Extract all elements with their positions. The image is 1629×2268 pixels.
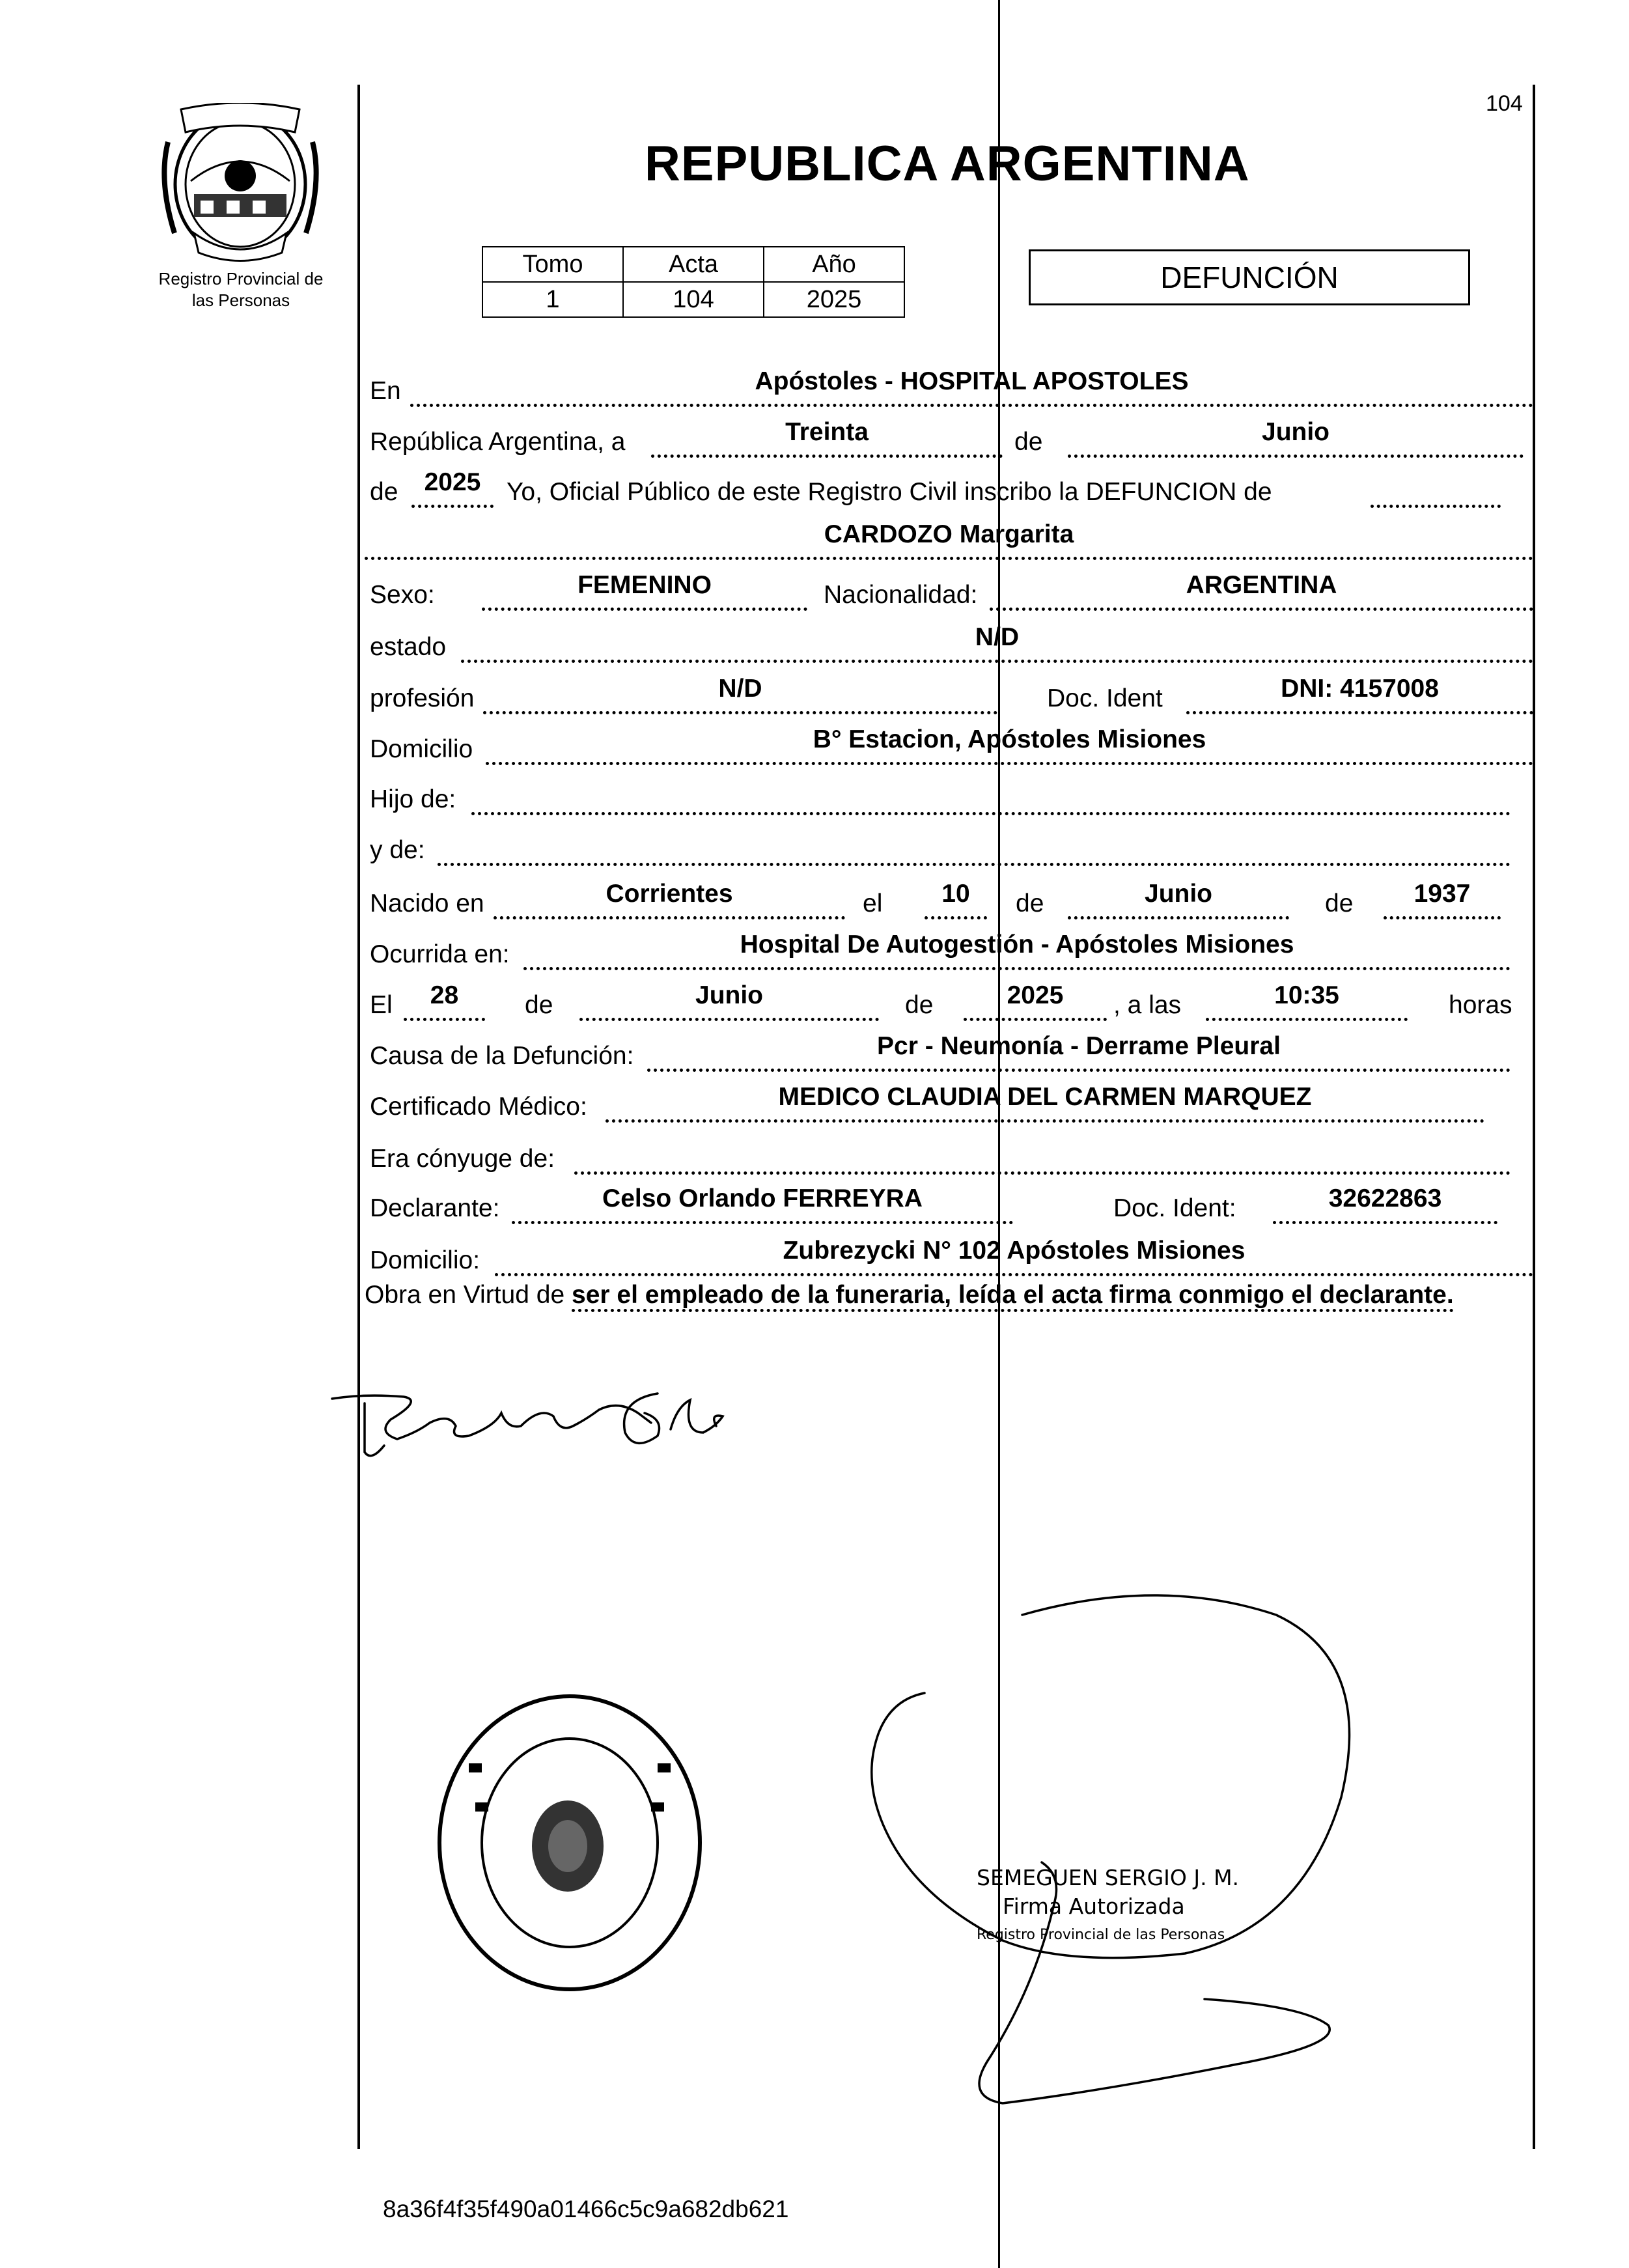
field-hijo-de	[471, 779, 1511, 815]
field-estado	[461, 623, 1533, 663]
page-number: 104	[1486, 91, 1523, 116]
field-nacido-en	[494, 880, 845, 919]
value-sexo: FEMENINO	[578, 571, 712, 599]
label-de-def-mes: de	[525, 991, 553, 1019]
field-doc-ident	[1186, 675, 1533, 714]
page-title: REPUBLICA ARGENTINA	[645, 136, 1250, 191]
row-sexo	[365, 572, 1533, 613]
value-nac-mes: Junio	[1145, 880, 1212, 908]
label-nacionalidad: Nacionalidad:	[824, 581, 978, 609]
value-profesion: N/D	[718, 675, 762, 703]
row-nacido	[365, 880, 1533, 922]
row-certificado	[365, 1084, 1484, 1125]
field-nacionalidad	[990, 571, 1533, 611]
field-nac-anio	[1384, 880, 1501, 919]
signer-role: Firma Autorizada	[1003, 1894, 1185, 1919]
label-de-nac-mes: de	[1016, 889, 1044, 917]
value-causa: Pcr - Neumonía - Derrame Pleural	[877, 1032, 1281, 1060]
row-causa	[365, 1033, 1511, 1074]
label-ocurrida-en: Ocurrida en:	[370, 940, 510, 968]
field-en	[410, 367, 1533, 407]
value-nacionalidad: ARGENTINA	[1186, 571, 1337, 599]
label-de-anio: de	[370, 478, 398, 506]
table-header-acta: Acta	[623, 247, 764, 282]
field-nac-dia	[925, 880, 987, 919]
row-domicilio	[365, 726, 1533, 768]
field-doc-ident-2	[1273, 1184, 1497, 1224]
value-doc-ident-2: 32622863	[1328, 1184, 1442, 1212]
tomo-acta-anio-table	[482, 246, 905, 318]
label-el-def: El	[370, 991, 393, 1019]
row-domicilio-2	[365, 1237, 1533, 1279]
label-certificado: Certificado Médico:	[370, 1093, 587, 1121]
label-de-def-anio: de	[905, 991, 934, 1019]
value-anio: 2025	[424, 468, 481, 496]
signer-name: SEMEGUEN SERGIO J. M.	[977, 1865, 1240, 1890]
value-dia: Treinta	[785, 418, 869, 446]
row-y-de	[365, 827, 1511, 869]
value-nombre: CARDOZO Margarita	[824, 520, 1074, 548]
label-nacido-en: Nacido en	[370, 889, 484, 917]
label-en: En	[370, 377, 401, 405]
label-domicilio: Domicilio	[370, 735, 473, 763]
label-a-las: , a las	[1113, 991, 1182, 1019]
value-ocurrida-en: Hospital De Autogestión - Apóstoles Misiones	[740, 931, 1294, 959]
document-type-box: DEFUNCIÓN	[1029, 249, 1470, 305]
label-sexo: Sexo:	[370, 581, 435, 609]
obra-en-virtud	[365, 1278, 1537, 1313]
row-fecha	[365, 419, 1533, 460]
label-causa: Causa de la Defunción:	[370, 1042, 634, 1070]
label-de-nac-anio: de	[1325, 889, 1354, 917]
value-nacido-en: Corrientes	[606, 880, 733, 908]
registry-name	[140, 268, 342, 311]
table-header-anio: Año	[764, 247, 904, 282]
field-certificado	[606, 1083, 1484, 1123]
row-declarante	[365, 1185, 1497, 1227]
label-estado: estado	[370, 633, 447, 661]
value-nac-anio: 1937	[1413, 880, 1471, 908]
label-doc-ident-2: Doc. Ident:	[1113, 1194, 1236, 1222]
label-de: de	[1014, 428, 1043, 456]
value-hora: 10:35	[1274, 981, 1339, 1009]
label-y-de: y de:	[370, 836, 425, 864]
field-domicilio-2	[495, 1237, 1533, 1276]
authorized-signature-block	[977, 1864, 1239, 1950]
field-def-anio	[964, 981, 1107, 1021]
label-declarante: Declarante:	[370, 1194, 500, 1222]
field-dia	[651, 418, 1003, 458]
label-conyuge: Era cónyuge de:	[370, 1145, 555, 1173]
field-ocurrida-en	[523, 931, 1511, 970]
value-en: Apóstoles - HOSPITAL APOSTOLES	[755, 367, 1189, 395]
row-en	[365, 368, 1533, 410]
value-nac-dia: 10	[941, 880, 970, 908]
row-hijo-de	[365, 776, 1511, 818]
row-estado	[365, 624, 1533, 665]
field-defuncion-de	[1371, 472, 1501, 508]
value-obra: ser el empleado de la funeraria, leída el acta firma conmigo el declarante.	[572, 1281, 1454, 1312]
field-mes	[1068, 418, 1524, 458]
row-nombre	[365, 521, 1533, 563]
value-def-anio: 2025	[1007, 981, 1064, 1009]
official-stamp	[430, 1690, 710, 1996]
field-conyuge	[574, 1139, 1511, 1175]
row-ocurrida	[365, 931, 1511, 973]
province-emblem-icon	[155, 103, 326, 266]
table-value-tomo: 1	[482, 282, 623, 317]
field-causa	[647, 1032, 1511, 1072]
signer-org: Registro Provincial de las Personas	[977, 1927, 1225, 1943]
row-fecha-defuncion	[365, 982, 1533, 1024]
field-anio	[411, 468, 494, 508]
field-hora	[1206, 981, 1408, 1021]
table-value-acta: 104	[623, 282, 764, 317]
table-header-tomo: Tomo	[482, 247, 623, 282]
value-domicilio: B° Estacion, Apóstoles Misiones	[813, 725, 1206, 753]
field-nac-mes	[1068, 880, 1289, 919]
field-declarante	[512, 1184, 1013, 1224]
table-value-anio: 2025	[764, 282, 904, 317]
value-estado: N/D	[975, 623, 1020, 651]
field-sexo	[482, 571, 807, 611]
label-republica: República Argentina, a	[370, 428, 626, 456]
field-nombre	[365, 520, 1533, 560]
field-profesion	[483, 675, 997, 714]
label-horas: horas	[1449, 991, 1512, 1019]
value-doc-ident: DNI: 4157008	[1281, 675, 1439, 703]
field-domicilio	[486, 725, 1533, 765]
label-profesion: profesión	[370, 684, 475, 712]
label-doc-ident: Doc. Ident	[1047, 684, 1163, 712]
label-domicilio-2: Domicilio:	[370, 1246, 480, 1274]
value-def-mes: Junio	[695, 981, 763, 1009]
registry-line-1: Registro Provincial de	[158, 269, 324, 288]
registry-line-2: las Personas	[191, 290, 290, 310]
left-margin-line	[357, 85, 360, 2149]
label-oficial: Yo, Oficial Público de este Registro Civil inscribo la DEFUNCION de	[507, 478, 1272, 506]
label-hijo-de: Hijo de:	[370, 785, 456, 813]
label-el: el	[863, 889, 883, 917]
row-conyuge	[365, 1136, 1511, 1177]
field-def-dia	[404, 981, 485, 1021]
value-mes: Junio	[1262, 418, 1330, 446]
value-certificado: MEDICO CLAUDIA DEL CARMEN MARQUEZ	[778, 1083, 1312, 1111]
document-hash: 8a36f4f35f490a01466c5c9a682db621	[383, 2196, 789, 2222]
field-def-mes	[579, 981, 879, 1021]
label-obra: Obra en Virtud de	[365, 1281, 565, 1309]
field-y-de	[438, 830, 1511, 866]
value-def-dia: 28	[430, 981, 459, 1009]
row-profesion	[365, 675, 1533, 717]
value-declarante: Celso Orlando FERREYRA	[602, 1184, 923, 1212]
value-domicilio-2: Zubrezycki N° 102 Apóstoles Misiones	[783, 1237, 1246, 1265]
row-anio-oficial	[365, 469, 1533, 511]
